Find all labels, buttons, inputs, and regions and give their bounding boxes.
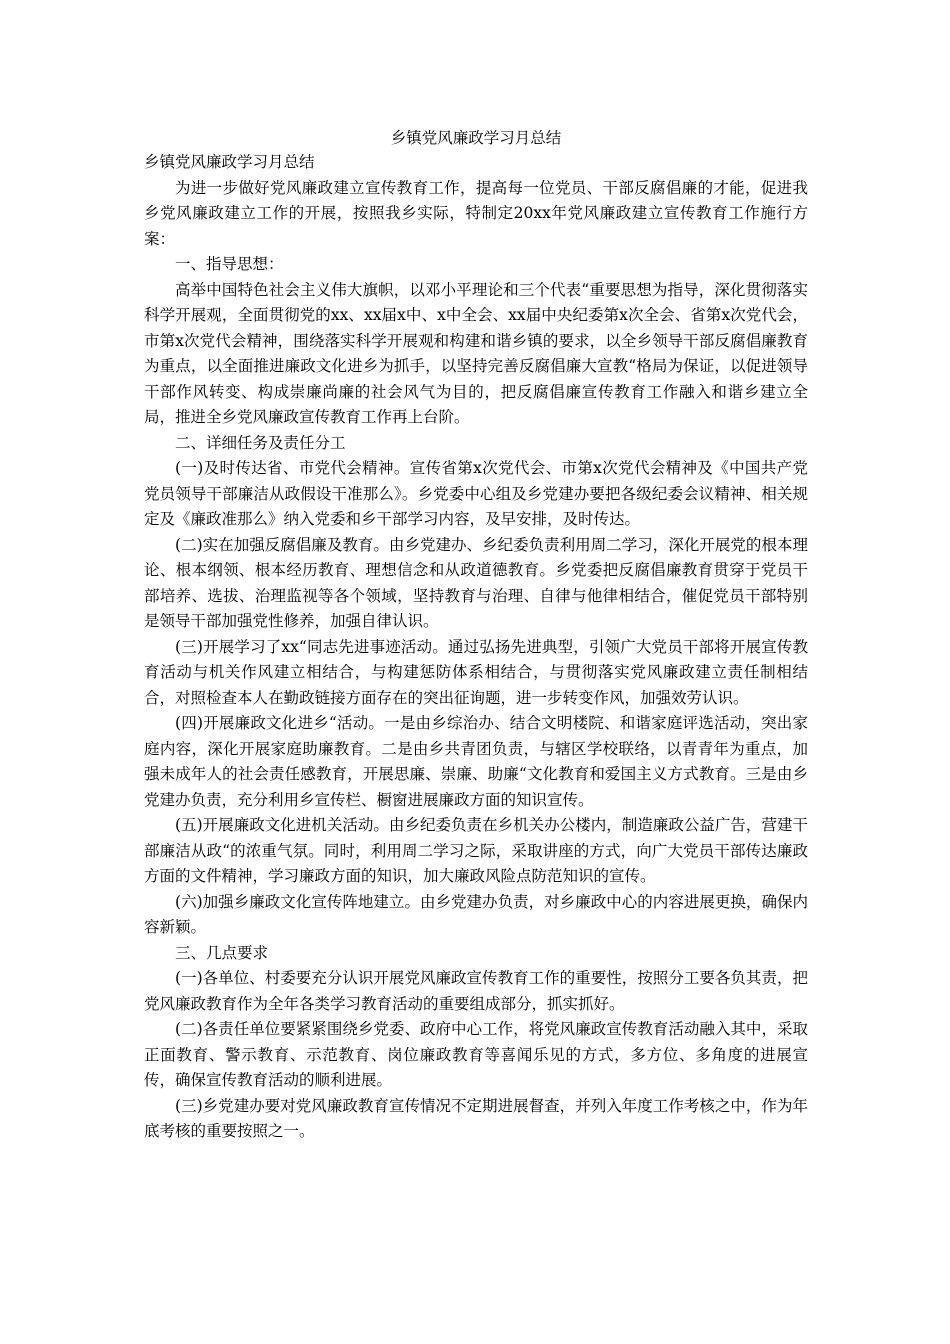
document-page [144,126,808,1145]
section-heading-requirements: 三、几点要求 [175,943,269,962]
document-subtitle: 乡镇党风廉政学习月总结 [144,153,315,171]
document-title: 乡镇党风廉政学习月总结 [390,129,562,147]
intro-paragraph: 为进一步做好党风廉政建立宣传教育工作，提高每一位党员、干部反腐倡廉的才能，促进我乡党风廉政建立工作的开展，按照我乡实际，特制定20xx年党风廉政建立宣传教育工作施行方案： [144,178,808,248]
requirement-paragraph-1: (一)各单位、村委要充分认识开展党风廉政宣传教育工作的重要性，按照分工要各负其责，把党风廉政教育作为全年各类学习教育活动的重要组成部分，抓实抓好。 [144,969,808,1013]
task-paragraph-1: (一)及时传达省、市党代会精神。宣传省第x次党代会、市第x次党代会精神及《中国共产党党员领导干部廉洁从政假设干准那么》。乡党委中心组及乡党建办要把各级纪委会议精神、相关规定及《廉政准那么》纳入党委和乡干部学习内容，及早安排，及时传达。 [144,459,808,528]
guiding-thought-paragraph: 高举中国特色社会主义伟大旗帜，以邓小平理论和三个代表“重要思想为指导，深化贯彻落实科学开展观，全面贯彻党的xx、xx届x中、x中全会、xx届中央纪委第x次全会、省第x次党代会，市第x次党代会精神，围绕落实科学开展观和构建和谐乡镇的要求，以全乡领导干部反腐倡廉教育为重点，以全面推进廉政文化进乡为抓手，以坚持完善反腐倡廉大宣教“格局为保证，以促进领导干部作风转变、构成崇廉尚廉的社会风气为目的，把反腐倡廉宣传教育工作融入和谐乡建立全局，推进全乡党风廉政宣传教育工作再上台阶。 [144,280,808,426]
task-paragraph-5: (五)开展廉政文化进机关活动。由乡纪委负责在乡机关办公楼内，制造廉政公益广告，营建干部廉洁从政“的浓重气氛。同时，利用周二学习之际，采取讲座的方式，向广大党员干部传达廉政方面的文件精神，学习廉政方面的知识，加大廉政风险点防范知识的宣传。 [144,816,808,885]
task-paragraph-3: (三)开展学习了xx“同志先进事迹活动。通过弘扬先进典型，引领广大党员干部将开展宣传教育活动与机关作风建立相结合，与构建惩防体系相结合，与贯彻落实党风廉政建立责任制相结合，对照检查本人在勤政链接方面存在的突出征询题，进一步转变作风，加强效劳认识。 [144,637,808,707]
task-paragraph-6: (六)加强乡廉政文化宣传阵地建立。由乡党建办负责，对乡廉政中心的内容进展更换，确保内容新颖。 [144,892,808,936]
requirement-paragraph-3: (三)乡党建办要对党风廉政教育宣传情况不定期进展督查，并列入年度工作考核之中，作为年底考核的重要按照之一。 [144,1096,808,1140]
section-heading-guiding-thought: 一、指导思想： [175,255,284,273]
section-heading-tasks: 二、详细任务及责任分工 [175,433,346,452]
requirement-paragraph-2: (二)各责任单位要紧紧围绕乡党委、政府中心工作，将党风廉政宣传教育活动融入其中，采取正面教育、警示教育、示范教育、岗位廉政教育等喜闻乐见的方式，多方位、多角度的进展宣传，确保宣传教育活动的顺利进展。 [144,1020,808,1089]
task-paragraph-2: (二)实在加强反腐倡廉及教育。由乡党建办、乡纪委负责利用周二学习，深化开展党的根本理论、根本纲领、根本经历教育、理想信念和从政道德教育。乡党委把反腐倡廉教育贯穿于党员干部培养、选拔、治理监视等各个领域，坚持教育与治理、自律与他律相结合，催促党员干部特别是领导干部加强党性修养，加强自律认识。 [144,535,808,630]
task-paragraph-4: (四)开展廉政文化进乡“活动。一是由乡综治办、结合文明楼院、和谐家庭评选活动，突出家庭内容，深化开展家庭助廉教育。二是由乡共青团负责，与辖区学校联络，以青青年为重点，加强未成年人的社会责任感教育，开展思廉、崇廉、助廉“文化教育和爱国主义方式教育。三是由乡党建办负责，充分利用乡宣传栏、橱窗进展廉政方面的知识宣传。 [144,714,808,809]
